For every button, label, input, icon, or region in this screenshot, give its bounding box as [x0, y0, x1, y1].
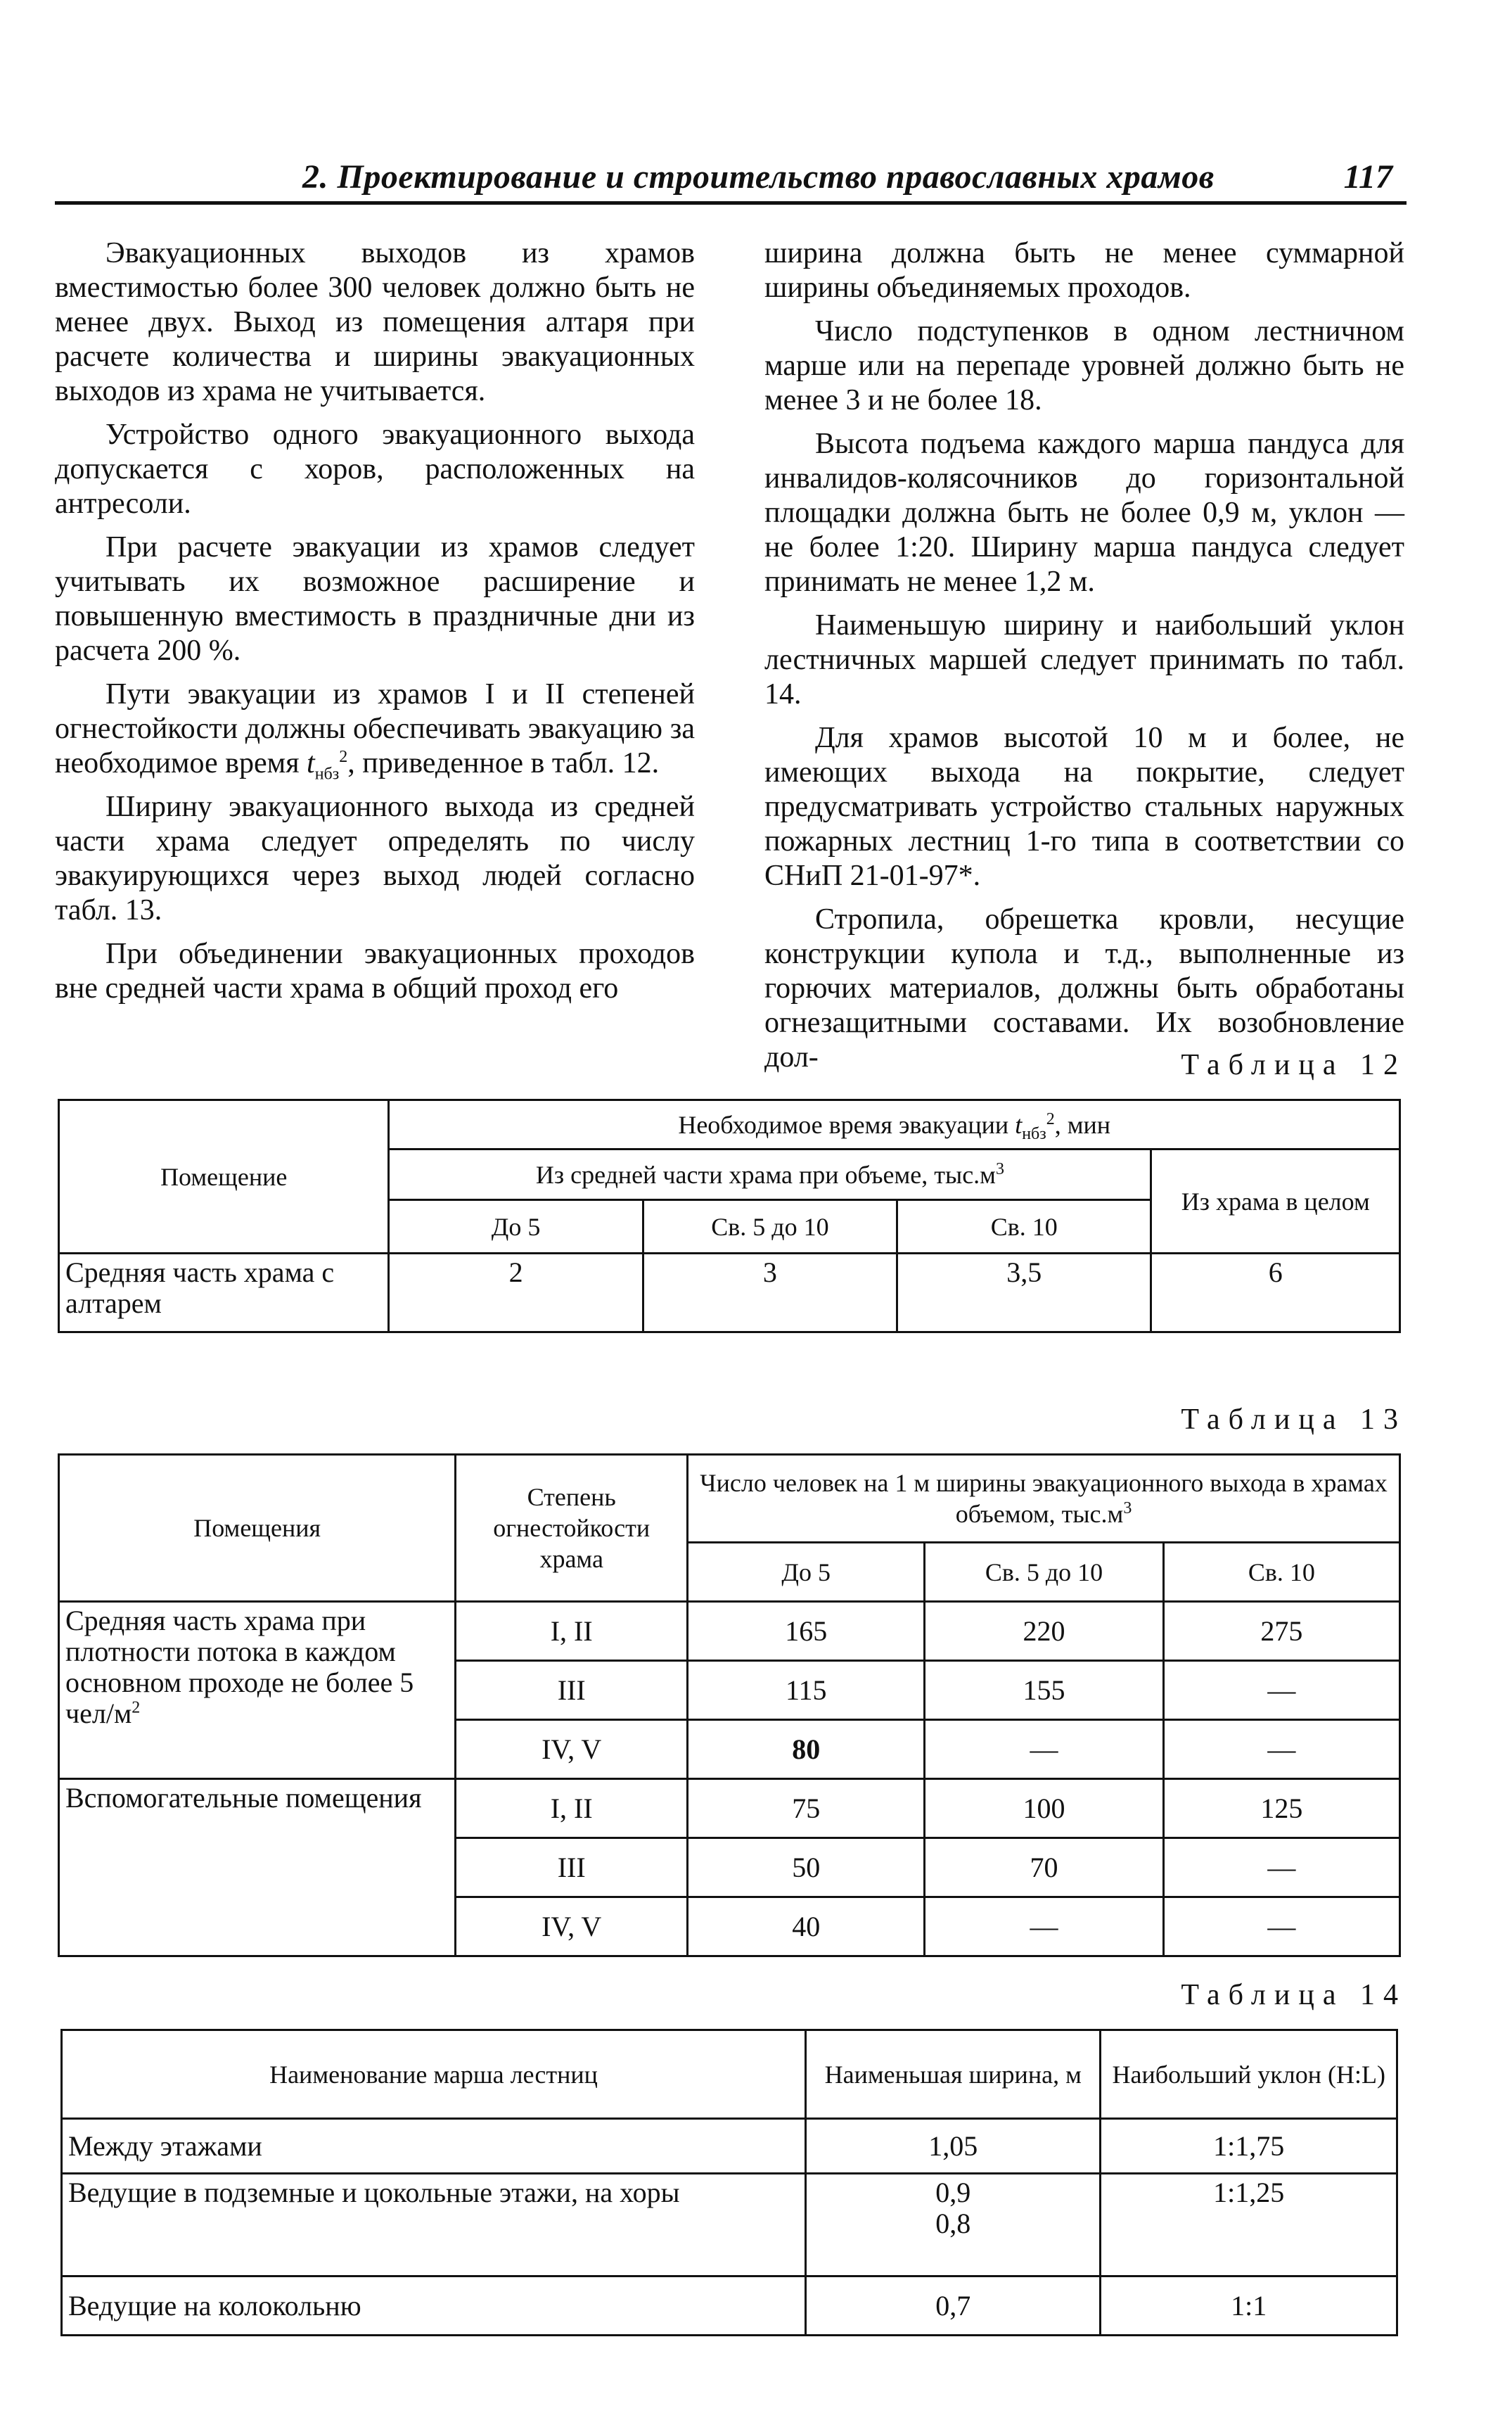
- table-cell: 2: [389, 1254, 643, 1332]
- table-cell: —: [1163, 1720, 1399, 1779]
- table-cell: 1:1,25: [1101, 2174, 1397, 2276]
- table-12: [58, 1099, 1401, 1333]
- page-header: [55, 153, 1407, 205]
- table-cell: —: [1163, 1897, 1399, 1956]
- column-header: Св. 10: [1163, 1543, 1399, 1602]
- table-cell: 3: [643, 1254, 897, 1332]
- paragraph-text: Пути эвакуации из храмов I и II степеней огнестойкости должны обеспечивать эвакуацию за необходимое время: [55, 678, 695, 779]
- table-cell: 50: [688, 1838, 925, 1897]
- column-header: Св. 5 до 10: [925, 1543, 1163, 1602]
- paragraph: Ширину эвакуационного выхода из средней части храма следует определять по числу эвакуирующихся через выход людей согласно табл. 13.: [55, 791, 695, 926]
- table-13-caption: Таблица 13: [1181, 1403, 1407, 1436]
- paragraph: ширина должна быть не менее суммарной ширины объединяемых проходов.: [764, 237, 1404, 304]
- paragraph: Для храмов высотой 10 м и более, не имеющих выхода на покрытие, следует предусматривать устройство стальных наружных пожарных лестниц 1-го типа в соответствии со СНиП 21-01-97*.: [764, 722, 1404, 892]
- table-cell: 75: [688, 1779, 925, 1838]
- right-column: [764, 236, 1404, 1084]
- table-cell: —: [1163, 1838, 1399, 1897]
- paragraph: Устройство одного эвакуационного выхода допускается с хоров, расположенных на антресоли.: [55, 419, 695, 520]
- column-header: Помещение: [59, 1100, 389, 1254]
- running-title: 2. Проектирование и строительство православных храмов: [302, 158, 1215, 196]
- table-14-caption: Таблица 14: [1181, 1979, 1407, 2011]
- column-header: Степень огнестойкости храма: [456, 1455, 688, 1602]
- table-row: [59, 1254, 1400, 1332]
- table-cell: 1,05: [806, 2119, 1101, 2174]
- table-cell: Ведущие на колокольню: [62, 2276, 806, 2336]
- column-header: Из храма в целом: [1151, 1150, 1400, 1254]
- table-cell: IV, V: [456, 1897, 688, 1956]
- table-cell: 80: [688, 1720, 925, 1779]
- column-header: Наибольший уклон (H:L): [1101, 2030, 1397, 2119]
- time-variable: t: [307, 747, 315, 779]
- table-cell: 40: [688, 1897, 925, 1956]
- column-header: Помещения: [59, 1455, 456, 1602]
- table-cell: 155: [925, 1661, 1163, 1720]
- table-13: [58, 1453, 1401, 1957]
- table-cell: III: [456, 1661, 688, 1720]
- table-cell: 6: [1151, 1254, 1400, 1332]
- paragraph: При расчете эвакуации из храмов следует учитывать их возможное расширение и повышенную вместимость в праздничные дни из расчета 200 %.: [55, 531, 695, 667]
- table-cell: Вспомогательные помещения: [59, 1779, 456, 1956]
- time-subscript: нбз: [314, 765, 340, 784]
- table-12-caption: Таблица 12: [1181, 1049, 1407, 1081]
- column-header: До 5: [688, 1543, 925, 1602]
- paragraph: [55, 677, 695, 784]
- table-cell: —: [925, 1720, 1163, 1779]
- column-header: Из средней части храма при объеме, $тыс.м^3$: [389, 1150, 1151, 1200]
- table-14: [60, 2029, 1398, 2336]
- table-cell: —: [1163, 1661, 1399, 1720]
- paragraph: Наименьшую ширину и наибольший уклон лестничных маршей следует принимать по табл. 14.: [764, 609, 1404, 711]
- column-header: Наименьшая ширина, м: [806, 2030, 1101, 2119]
- column-header: Св. 5 до 10: [643, 1200, 897, 1254]
- left-column: [55, 236, 695, 1015]
- table-cell: 70: [925, 1838, 1163, 1897]
- table-cell: 1:1,75: [1101, 2119, 1397, 2174]
- table-cell: III: [456, 1838, 688, 1897]
- table-cell: 100: [925, 1779, 1163, 1838]
- table-row: [62, 2174, 1397, 2276]
- table-cell: Ведущие в подземные и цокольные этажи, на хоры: [62, 2174, 806, 2276]
- table-cell: IV, V: [456, 1720, 688, 1779]
- column-header: Наименование марша лестниц: [62, 2030, 806, 2119]
- paragraph: При объединении эвакуационных проходов вне средней части храма в общий проход его: [55, 938, 695, 1005]
- table-cell: 1:1: [1101, 2276, 1397, 2336]
- footnote-mark: 2: [339, 748, 348, 766]
- column-header: Св. 10: [897, 1200, 1151, 1254]
- table-row: [59, 1779, 1400, 1838]
- table-cell: 165: [688, 1602, 925, 1661]
- column-header: До 5: [389, 1200, 643, 1254]
- table-cell: I, II: [456, 1602, 688, 1661]
- table-row: [59, 1602, 1400, 1661]
- paragraph: Стропила, обрешетка кровли, несущие конструкции купола и т.д., выполненные из горючих материалов, должны быть обработаны огнезащитными составами. Их возобновление дол-: [764, 903, 1404, 1074]
- table-cell: 115: [688, 1661, 925, 1720]
- column-header: Необходимое время эвакуации $t_{нбз}^2$, мин: [389, 1100, 1400, 1150]
- column-header: Число человек на 1 м ширины эвакуационного выхода в храмах объемом, $тыс.м^3$: [688, 1455, 1400, 1543]
- table-cell: 275: [1163, 1602, 1399, 1661]
- table-row: [62, 2276, 1397, 2336]
- table-cell: Средняя часть храма с алтарем: [59, 1254, 389, 1332]
- table-cell: 0,7: [806, 2276, 1101, 2336]
- paragraph: Эвакуационных выходов из храмов вместимостью более 300 человек должно быть не менее двух. Выход из помещения алтаря при расчете количества и ширины эвакуационных выходов из храма не учитывается.: [55, 237, 695, 407]
- table-cell: 3,5: [897, 1254, 1151, 1332]
- table-cell: 0,9 0,8: [806, 2174, 1101, 2276]
- paragraph: Число подступенков в одном лестничном марше или на перепаде уровней должно быть не менее 3 и не более 18.: [764, 315, 1404, 416]
- table-cell: Между этажами: [62, 2119, 806, 2174]
- table-cell: —: [925, 1897, 1163, 1956]
- table-cell: I, II: [456, 1779, 688, 1838]
- paragraph: Высота подъема каждого марша пандуса для инвалидов-колясочников до горизонтальной площадки должна быть не более 0,9 м, уклон — не более 1:20. Ширину марша пандуса следует принимать не менее 1,2 м.: [764, 428, 1404, 598]
- page-number: 117: [1343, 158, 1392, 196]
- table-cell: 125: [1163, 1779, 1399, 1838]
- paragraph-text: , приведенное в табл. 12.: [347, 747, 660, 779]
- table-row: [62, 2119, 1397, 2174]
- table-cell: Средняя часть храма при плотности потока в каждом основном проходе не более 5 чел/$м^2$: [59, 1602, 456, 1779]
- table-cell: 220: [925, 1602, 1163, 1661]
